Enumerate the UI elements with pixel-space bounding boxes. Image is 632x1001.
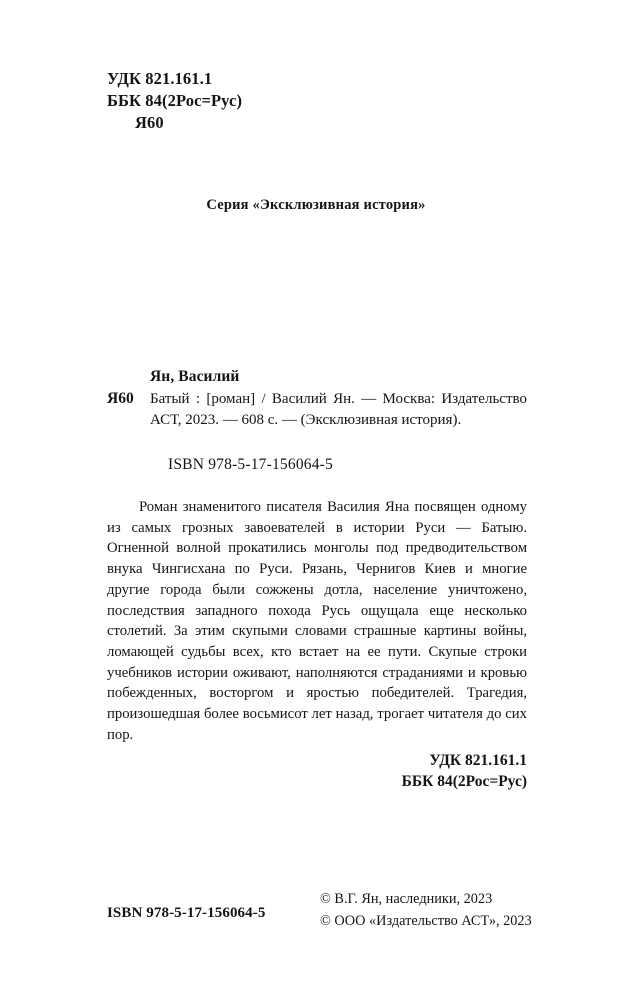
series-title: Серия «Эксклюзивная история» — [206, 197, 426, 213]
copyright-line-publisher: © ООО «Издательство АСТ», 2023 — [320, 913, 532, 929]
annotation-text: Роман знаменитого писателя Василия Яна посвящен одному из самых грозных завоевателей в истории Руси — Батыю. Огненной волной прокатились монголы под предводительством внука Чингисхана по Руси. Рязань, Чернигов Киев и многие другие города были сожжены дотла, население уничтожено, последствия западного похода Русь ощущала еще несколько столетий. За этим скупыми словами страшные картины войны, ломающей судьбы всех, кто встает на ее пути. Скупые строки учебников истории оживают, наполняются страданиями и кровью побежденных, восторгом и яростью победителей. Трагедия, произошедшая более восьмисот лет назад, трогает читателя до сих пор. — [107, 499, 527, 743]
copyright-block — [320, 888, 560, 932]
isbn-bottom: ISBN 978-5-17-156064-5 — [107, 905, 266, 921]
bibliographic-record — [107, 389, 527, 430]
isbn-main: ISBN 978-5-17-156064-5 — [168, 456, 333, 473]
biblio-marker: Я60 — [107, 390, 134, 407]
classification-block-bottom — [0, 750, 527, 792]
page-footer — [0, 888, 632, 934]
author-name: Ян, Василий — [150, 368, 240, 385]
classification-block — [107, 68, 242, 134]
bbk-code-bottom: ББК 84(2Рос=Рус) — [401, 773, 527, 790]
copyright-line-author: © В.Г. Ян, наследники, 2023 — [320, 891, 493, 907]
udk-code-bottom: УДК 821.161.1 — [429, 752, 527, 769]
author-sign-code: Я60 — [135, 113, 164, 132]
biblio-text: Батый : [роман] / Василий Ян. — Москва: Издательство АСТ, 2023. — 608 с. — (Эксклюзивная история). — [150, 391, 527, 428]
udk-code: УДК 821.161.1 — [107, 69, 213, 88]
bbk-code: ББК 84(2Рос=Рус) — [107, 91, 243, 110]
